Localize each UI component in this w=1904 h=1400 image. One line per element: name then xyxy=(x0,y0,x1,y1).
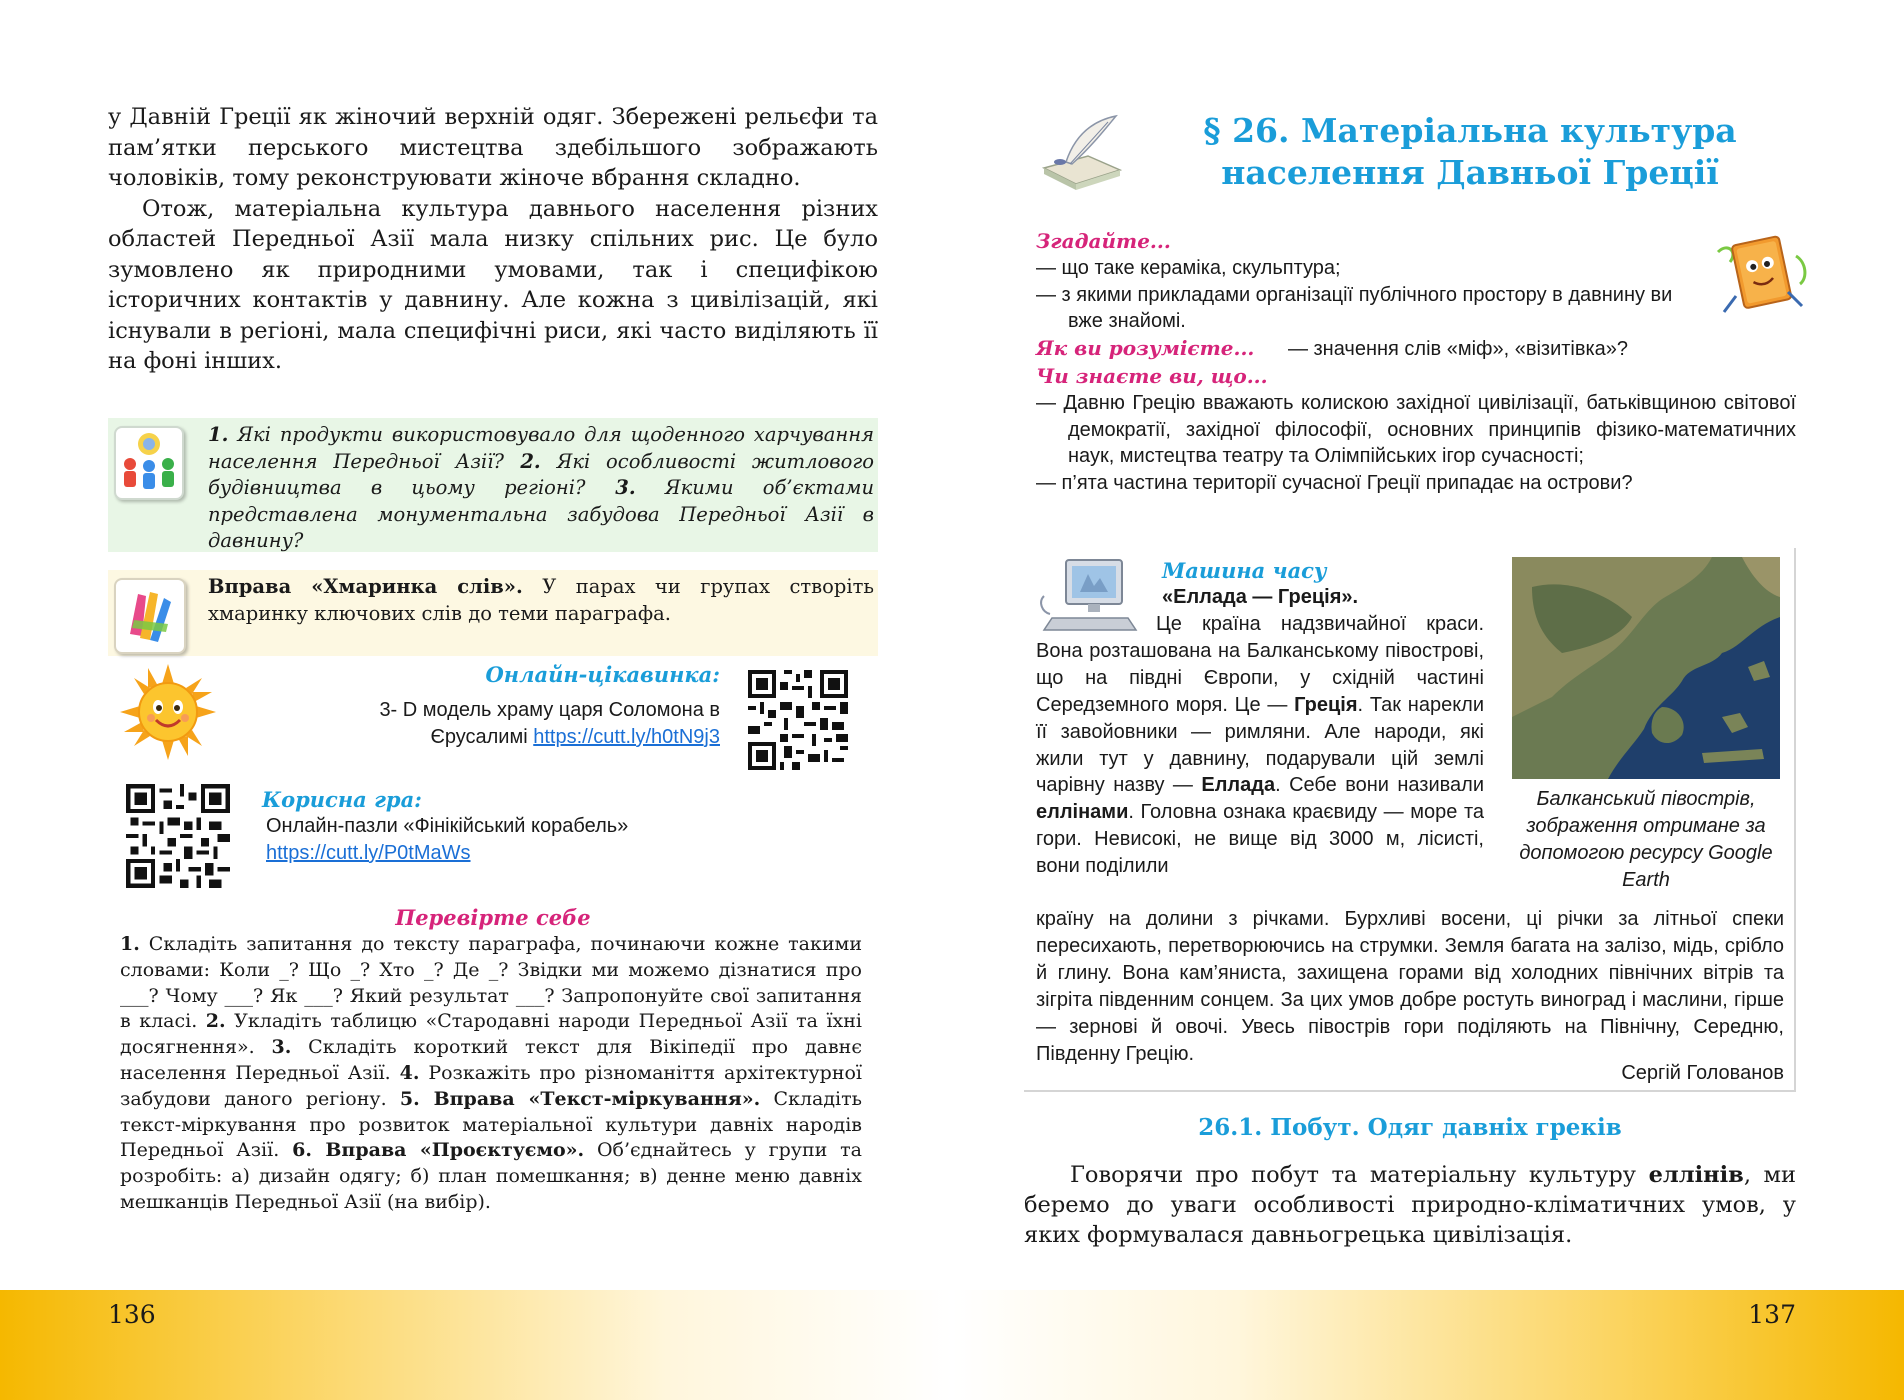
time-machine-heading: Машина часу xyxy=(1162,558,1327,583)
intro-block xyxy=(1036,228,1796,497)
satellite-map-image xyxy=(1512,557,1780,779)
time-machine-text-top xyxy=(1036,611,1484,880)
task-6-number: 6. Вправа «Проєктуємо». xyxy=(292,1139,585,1162)
page-number-left: 136 xyxy=(108,1300,156,1329)
time-bold-hellenes: еллінами xyxy=(1036,801,1129,824)
time-machine-text-bottom: країну на долини з річками. Бурхливі восени, ці річки за літньої спеки пересихають, перетворюючись на струмки. Земля багата на залізо, мідь, срібло й глину. Вона кам’яниста, захищена горами від холодних північних вітрів та зігріта південним сонцем. За цих умов добре ростуть виноград і маслини, гірше — зернові й овочі. Увесь півострів гори поділяють на Північну, Середню, Південну Грецію. xyxy=(1036,908,1784,1065)
understand-row xyxy=(1036,335,1796,363)
time-text-part-4: . Головна ознака краєвиду — море та гори. Невисокі, не вище від 3000 м, лісисті, вони поділили xyxy=(1036,801,1484,878)
understand-text: — значення слів «міф», «візитівка»? xyxy=(1287,338,1629,361)
left-paragraph-1: у Давній Греції як жіночий верхній одяг. Збережені рельєфи та пам’ятки перського мистецтва здебільшого зображають чоловіків, тому реконструювати жіноче вбрання складно. xyxy=(108,104,878,191)
recall-heading: Згадайте... xyxy=(1036,229,1171,253)
task-3-number: 3. xyxy=(271,1036,292,1059)
recall-item-2: — з якими прикладами організації публічного простору в давнину ви вже знайомі. xyxy=(1036,283,1673,333)
time-text-part-2: . Так нарекли її завойовники — римляни. Але народи, які жили тут у давнину, подарували цій землі чарівну назву — xyxy=(1036,693,1485,797)
time-machine-subtitle: «Еллада — Греція». xyxy=(1162,586,1359,608)
quill-book-icon xyxy=(1036,112,1126,196)
online-heading: Онлайн-цікавинка: xyxy=(485,662,720,687)
time-text-part-1: Це країна надзвичайної краси. Вона розташована на Балканському півострові, що на півдні Європи, у східній частині Середземного моря. Це — xyxy=(1036,613,1484,716)
game-link[interactable]: https://cutt.ly/P0tMaWs xyxy=(266,842,471,864)
section-bold-hellenes: еллінів xyxy=(1648,1162,1744,1188)
task-1-number: 1. xyxy=(120,933,140,955)
time-text-part-3: . Себе вони називали xyxy=(1275,774,1485,797)
task-3: Складіть короткий текст для Вікіпедії про давнє населення Передньої Азії. xyxy=(120,1036,862,1084)
section-text-part-1: Говорячи про побут та матеріальну культуру xyxy=(1070,1162,1649,1188)
exercise-label: Вправа «Хмаринка слів». xyxy=(208,575,523,598)
question-2: Які особливості житлового будівництва в цьому регіоні? xyxy=(208,449,874,499)
page-number-right: 137 xyxy=(1748,1300,1796,1329)
online-link[interactable]: https://cutt.ly/h0tN9j3 xyxy=(533,726,720,748)
game-description: Онлайн-пазли «Фінікійський корабель» xyxy=(266,815,629,837)
author-name: Сергій Голованов xyxy=(1621,1062,1784,1084)
section-heading: 26.1. Побут. Одяг давніх греків xyxy=(1198,1114,1622,1141)
online-description: 3- D модель храму царя Соломона в Єрусалимі xyxy=(379,699,720,748)
task-6: Об’єднайтесь у групи та розробіть: а) дизайн одягу; б) план помешкання; в) денне меню давніх мешканців Передньої Азії (на вибір). xyxy=(120,1139,862,1213)
task-5: Складіть текст-міркування про розвиток матеріальної культури давніх народів Передньої Азії. xyxy=(120,1087,862,1162)
question-1-number: 1. xyxy=(208,423,229,446)
time-bold-ellada: Еллада xyxy=(1201,774,1276,797)
left-paragraph-2: Отож, матеріальна культура давнього населення різних областей Передньої Азії мала низку спільних рис. Це було зумовлено як природними умовами, так і специфікою історичних контактів у давнину. Але кожна з цивілізацій, які існували в регіоні, мала специфічні риси, які часто виділяють її на фоні інших. xyxy=(108,195,878,374)
task-4-number: 4. xyxy=(399,1061,420,1084)
task-2-number: 2. xyxy=(205,1010,226,1033)
understand-heading: Як ви розумієте... xyxy=(1036,336,1255,361)
section-body xyxy=(1024,1160,1796,1250)
page-title xyxy=(1180,110,1760,194)
question-3: Якими об’єктами представлена монументальна забудова Передньої Азії в давнину? xyxy=(208,476,874,552)
title-line-1: § 26. Матеріальна культура xyxy=(1203,111,1737,150)
know-item-2: — п’ята частина території сучасної Греції припадає на острови? xyxy=(1036,472,1633,495)
exercise-description: У парах чи групах створіть хмаринку ключових слів до теми параграфа. xyxy=(208,575,875,625)
game-heading: Корисна гра: xyxy=(262,787,422,812)
task-4: Розкажіть про різноманіття архітектурної забудови даного регіону. xyxy=(120,1061,862,1110)
recall-item-1: — що таке кераміка, скульптура; xyxy=(1036,256,1341,279)
task-5-number: 5. Вправа «Текст-міркування». xyxy=(399,1087,761,1110)
question-1: Які продукти використовувало для щоденного харчування населення Передньої Азії? xyxy=(208,423,874,473)
know-heading: Чи знаєте ви, що... xyxy=(1036,363,1268,388)
check-heading: Перевірте себе xyxy=(395,905,591,930)
title-line-2: населення Давньої Греції xyxy=(1221,153,1719,192)
task-2: Укладіть таблицю «Стародавні народи Передньої Азії та їхні досягнення». xyxy=(120,1010,862,1059)
question-2-number: 2. xyxy=(503,449,541,473)
time-bold-greece: Греція xyxy=(1294,693,1358,716)
question-3-number: 3. xyxy=(585,476,636,499)
section-text-part-2: , ми беремо до уваги особливості природно-кліматичних умов, у яких формувалася давньогрецька цивілізація. xyxy=(1024,1162,1796,1248)
task-1: Складіть запитання до тексту параграфа, починаючи кожне такими словами: Коли _? Що _? Хто _? Де _? Звідки ми можемо дізнатися про ___? Чому ___? Як ___? Який результат ___? Запропонуйте свої запитання в класі. xyxy=(120,933,862,1033)
know-item-1: — Давню Грецію вважають колискою західної цивілізації, батьківщиною світової демократії, західної філософії, основних принципів фізико-математичних наук, мистецтва театру та Олімпійських ігор сучасності; xyxy=(1036,391,1796,468)
map-caption: Балканський півострів, зображення отримане за допомогою ресурсу Google Earth xyxy=(1519,788,1773,891)
